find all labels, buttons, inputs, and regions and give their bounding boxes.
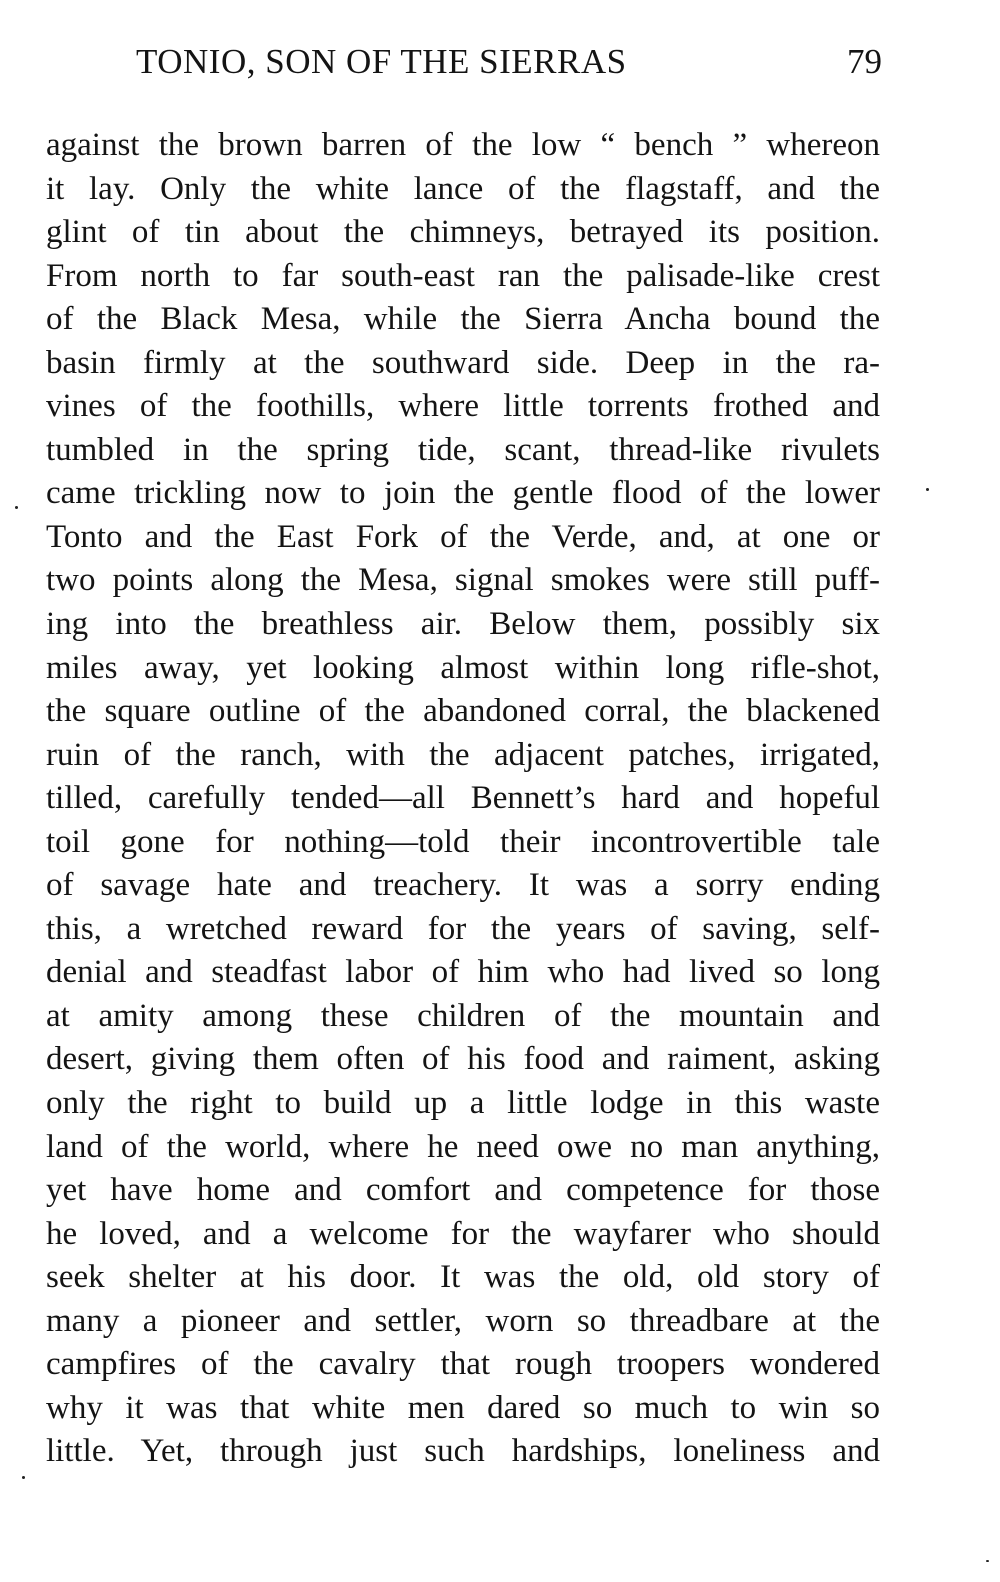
text-line: yet have home and comfort and competence for those <box>46 1172 880 1209</box>
text-line: it lay. Only the white lance of the flagstaff, and the <box>46 170 880 207</box>
scan-speck <box>926 488 929 491</box>
text-line: denial and steadfast labor of him who had lived so long <box>46 954 880 991</box>
text-line: two points along the Mesa, signal smokes were still puff- <box>46 562 880 599</box>
text-line: the square outline of the abandoned corral, the blackened <box>46 693 880 730</box>
text-line: seek shelter at his door. It was the old, old story of <box>46 1259 880 1296</box>
text-line: why it was that white men dared so much to win so <box>46 1389 880 1426</box>
text-line: at amity among these children of the mountain and <box>46 997 880 1034</box>
text-line: this, a wretched reward for the years of saving, self- <box>46 910 880 947</box>
text-line: ruin of the ranch, with the adjacent patches, irrigated, <box>46 736 880 773</box>
text-line: basin firmly at the southward side. Deep in the ra- <box>46 344 880 381</box>
text-line: land of the world, where he need owe no man anything, <box>46 1128 880 1165</box>
text-line: against the brown barren of the low “ bench ” whereon <box>46 127 880 163</box>
text-line: vines of the foothills, where little torrents frothed and <box>46 388 880 425</box>
text-line: tilled, carefully tended—all Bennett’s hard and hopeful <box>46 780 880 817</box>
text-line: desert, giving them often of his food and raiment, asking <box>46 1041 880 1078</box>
text-line: miles away, yet looking almost within long rifle-shot, <box>46 649 880 686</box>
text-line: he loved, and a welcome for the wayfarer who should <box>46 1215 880 1252</box>
scan-speck <box>22 1476 25 1479</box>
text-line: little. Yet, through just such hardships, loneliness and <box>46 1433 880 1470</box>
text-line: of the Black Mesa, while the Sierra Ancha bound the <box>46 301 880 338</box>
scan-speck <box>15 506 18 509</box>
text-line: only the right to build up a little lodge in this waste <box>46 1085 880 1122</box>
text-line: ing into the breathless air. Below them, possibly six <box>46 606 880 643</box>
running-head <box>136 42 882 94</box>
body-text <box>46 124 880 1474</box>
text-line: of savage hate and treachery. It was a sorry ending <box>46 867 880 904</box>
text-line: many a pioneer and settler, worn so threadbare at the <box>46 1302 880 1339</box>
text-line: came trickling now to join the gentle flood of the lower <box>46 475 880 512</box>
page-number: 79 <box>847 42 882 81</box>
scan-speck <box>986 1560 989 1562</box>
text-line: Tonto and the East Fork of the Verde, and, at one or <box>46 518 880 555</box>
text-line: tumbled in the spring tide, scant, thread-like rivulets <box>46 431 880 468</box>
text-line: toil gone for nothing—told their incontrovertible tale <box>46 823 880 860</box>
running-title: TONIO, SON OF THE SIERRAS <box>136 42 627 81</box>
text-line: From north to far south-east ran the palisade-like crest <box>46 257 880 294</box>
text-line: glint of tin about the chimneys, betrayed its position. <box>46 214 880 251</box>
text-line: campfires of the cavalry that rough troopers wondered <box>46 1346 880 1383</box>
